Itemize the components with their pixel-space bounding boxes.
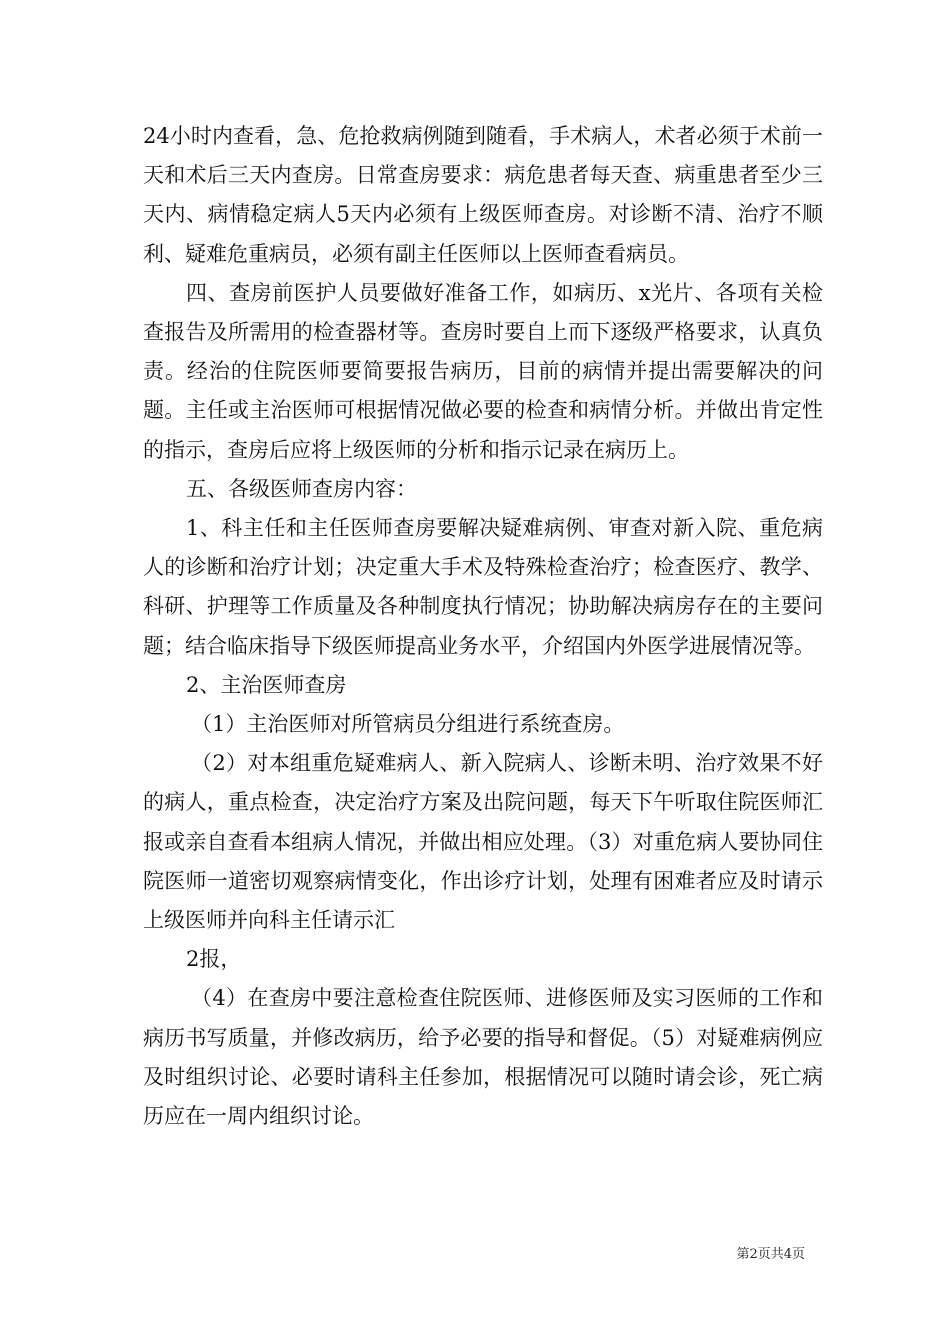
paragraph-subitem-two-three: （2）对本组重危疑难病人、新入院病人、诊断未明、治疗效果不好的病人，重点检查，决定治疗方案及出院问题，每天下午听取住院医师汇报或亲自查看本组病人情况，并做出相应处理。（3）对重危病人要协同住院医师一道密切观察病情变化，作出诊疗计划，处理有困难者应及时请示上级医师并向科主任请示汇 [143,751,823,933]
paragraph-section-five-heading: 五、各级医师查房内容： [186,476,417,501]
paragraph-item-one: 1、科主任和主任医师查房要解决疑难病例、审查对新入院、重危病人的诊断和治疗计划；决定重大手术及特殊检查治疗；检查医疗、教学、科研、护理等工作质量及各种制度执行情况；协助解决病房存在的主要问题；结合临床指导下级医师提高业务水平，介绍国内外医学进展情况等。 [143,516,823,658]
paragraph-continuation: 2报， [186,947,242,972]
page-number: 第2页共4页 [736,1247,805,1262]
paragraph-item-two-heading: 2、主治医师查房 [186,672,347,697]
paragraph-subitem-one: （1）主治医师对所管病员分组进行系统查房。 [191,712,625,737]
paragraph-rounds-timing: 24小时内查看，急、危抢救病例随到随看，手术病人，术者必须于术前一天和术后三天内查房。日常查房要求：病危患者每天查、病重患者至少三天内、病情稳定病人5天内必须有上级医师查房。对诊断不清、治疗不顺利、疑难危重病员，必须有副主任医师以上医师查看病员。 [143,124,823,266]
paragraph-section-four: 四、查房前医护人员要做好准备工作，如病历、x光片、各项有关检查报告及所需用的检查器材等。查房时要自上而下逐级严格要求，认真负责。经治的住院医师要简要报告病历，目前的病情并提出需要解决的问题。主任或主治医师可根据情况做必要的检查和病情分析。并做出肯定性的指示，查房后应将上级医师的分析和指示记录在病历上。 [143,280,823,462]
document-body [143,117,823,1136]
paragraph-subitem-four-five: （4）在查房中要注意检查住院医师、进修医师及实习医师的工作和病历书写质量，并修改病历，给予必要的指导和督促。（5）对疑难病例应及时组织讨论、必要时请科主任参加，根据情况可以随时请会诊，死亡病历应在一周内组织讨论。 [143,986,823,1129]
